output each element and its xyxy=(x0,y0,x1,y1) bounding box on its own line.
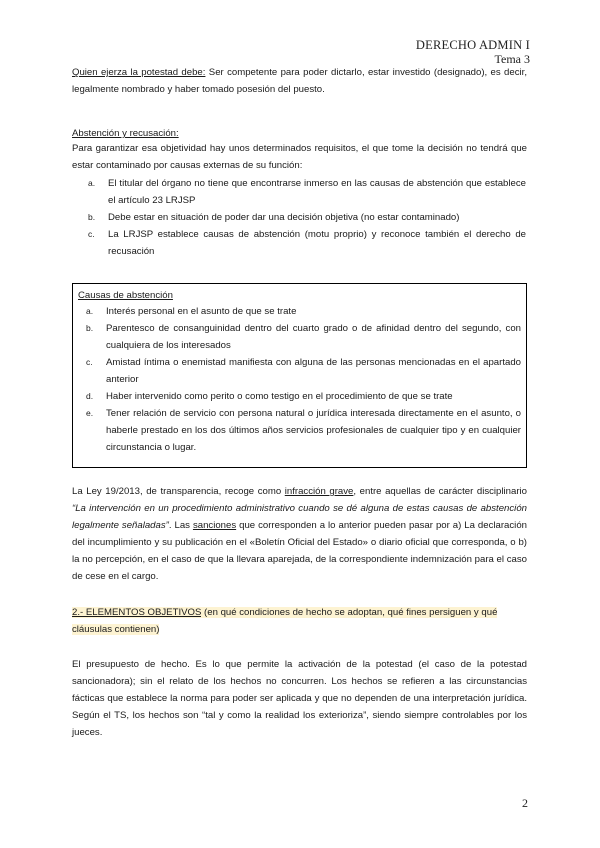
section-2-title: 2.- ELEMENTOS OBJETIVOS xyxy=(72,607,202,618)
list-marker: c. xyxy=(86,357,93,367)
competence-paragraph xyxy=(72,64,527,98)
header-title: DERECHO ADMIN I xyxy=(415,38,530,52)
list-item xyxy=(88,226,526,260)
law-text-3: . Las xyxy=(168,520,193,531)
competence-text: Ser competente para poder dictarlo, estar investido (designado), es decir, legalmente nombrado y haber tomado posesión del puesto. xyxy=(72,67,527,95)
transparency-law-paragraph xyxy=(72,483,527,585)
list-item xyxy=(88,209,526,226)
list-marker: a. xyxy=(86,306,94,316)
list-item xyxy=(88,175,526,209)
list-marker: b. xyxy=(86,323,94,333)
list-item-text: Parentesco de consanguinidad dentro del cuarto grado o de afinidad dentro del segundo, con cualquiera de los interesados xyxy=(106,323,521,351)
list-marker: e. xyxy=(86,408,94,418)
serious-infraction-term: infracción grave xyxy=(284,486,354,497)
list-item xyxy=(86,354,521,388)
law-quote: “La intervención en un procedimiento administrativo cuando se dé alguna de estas causas de abstención legalmente señaladas” xyxy=(72,503,527,531)
list-marker: d. xyxy=(86,391,94,401)
list-item xyxy=(86,388,521,405)
list-marker: b. xyxy=(88,212,96,222)
list-item-text: La LRJSP establece causas de abstención (motu proprio) y reconoce también el derecho de recusación xyxy=(108,229,526,257)
section-2-subtitle: (en qué condiciones de hecho se adoptan, qué fines persiguen y qué cláusulas contienen) xyxy=(72,607,498,635)
page-number: 2 xyxy=(522,796,528,810)
law-text-2: , entre aquellas de carácter disciplinario xyxy=(353,486,527,497)
list-item-text: Debe estar en situación de poder dar una decisión objetiva (no estar contaminado) xyxy=(108,212,460,223)
list-item-text: Interés personal en el asunto de que se trate xyxy=(106,306,297,317)
list-marker: a. xyxy=(88,178,96,188)
causes-list xyxy=(86,303,521,456)
causes-box-title: Causas de abstención xyxy=(78,290,173,301)
list-item xyxy=(86,303,521,320)
sanctions-term: sanciones xyxy=(192,520,237,531)
header-subtitle: Tema 3 xyxy=(494,52,530,66)
list-item-text: Tener relación de servicio con persona natural o jurídica interesada directamente en el asunto, o haberle prestado en los dos últimos años servicios profesionales de cualquier tipo y en cualquier circunstancia o lugar. xyxy=(106,408,521,453)
abstention-heading: Abstención y recusación: xyxy=(72,128,179,139)
presupuesto-paragraph: El presupuesto de hecho. Es lo que permite la activación de la potestad (el caso de la potestad sancionadora); sin el relato de los hechos no concurren. Los hechos se refieren a las circunstancias fácticas que establece la norma para poder ser aplicada y que no dependen de una interpretación jurídica. Según el TS, los hechos son “tal y como la realidad los exterioriza”, siendo siempre controlables por los jueces. xyxy=(72,659,527,738)
list-marker: c. xyxy=(88,229,95,239)
law-text-4: que corresponden a lo anterior pueden pasar por a) La declaración del incumplimiento y su publicación en el «Boletín Oficial del Estado» o diario oficial que corresponda, o b) la no percepción, en el caso de que la llevara aparejada, de la correspondiente indemnización para el caso de cese en el cargo. xyxy=(72,520,527,582)
law-text-1: La Ley 19/2013, de transparencia, recoge como xyxy=(72,486,285,497)
causes-box xyxy=(72,283,527,468)
abstention-list xyxy=(88,175,526,260)
section-2-heading xyxy=(72,604,527,638)
list-item-text: Amistad íntima o enemistad manifiesta con alguna de las personas mencionadas en el apartado anterior xyxy=(106,357,521,385)
competence-label: Quien ejerza la potestad debe: xyxy=(72,67,206,78)
list-item-text: Haber intervenido como perito o como testigo en el procedimiento de que se trate xyxy=(106,391,453,402)
list-item-text: El titular del órgano no tiene que encontrarse inmerso en las causas de abstención que establece el artículo 23 LRJSP xyxy=(108,178,526,206)
abstention-intro: Para garantizar esa objetividad hay unos determinados requisitos, el que tome la decisión no tendrá que estar contaminado por causas externas de su función: xyxy=(72,143,527,171)
list-item xyxy=(86,405,521,456)
list-item xyxy=(86,320,521,354)
